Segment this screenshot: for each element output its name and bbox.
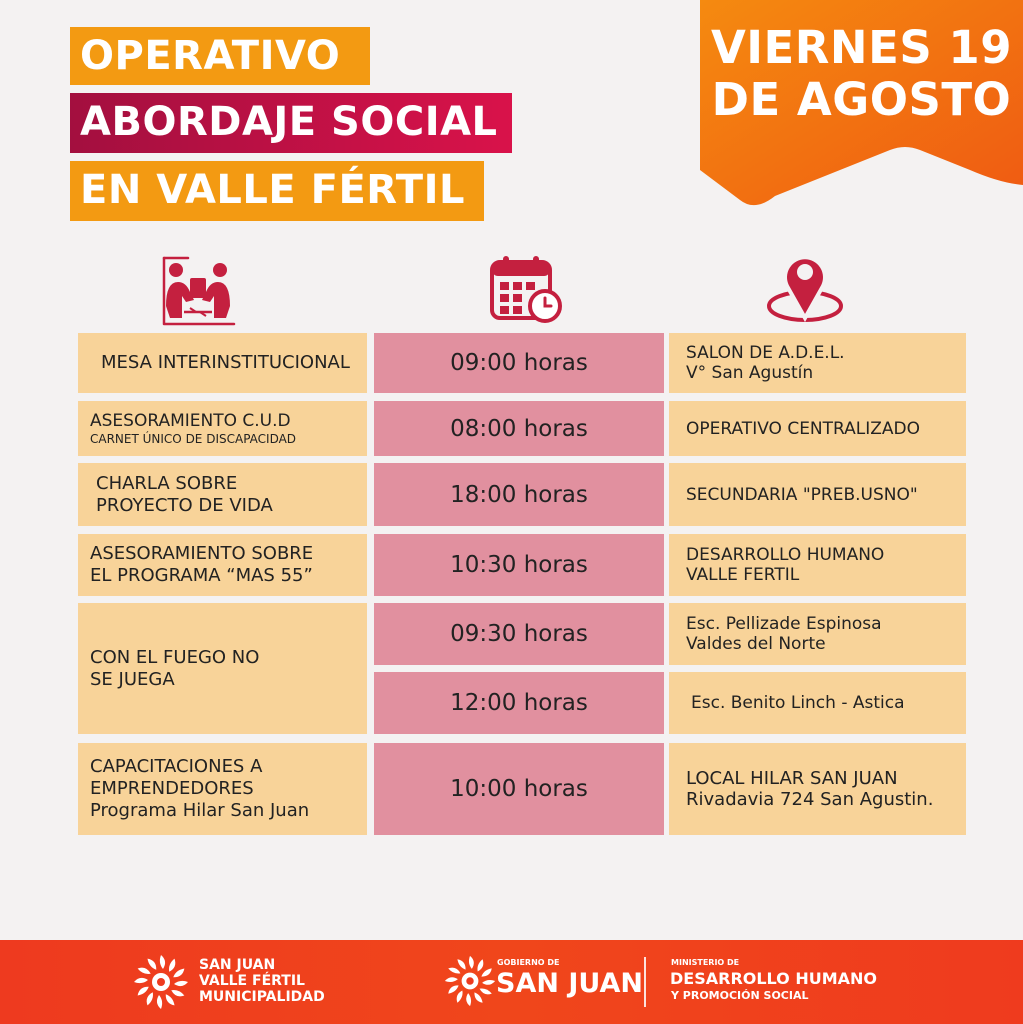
time-cell [374,672,664,734]
municipality-line: MUNICIPALIDAD [199,989,325,1005]
time-label: 12:00 horas [450,690,588,716]
activity-label: SE JUEGA [90,668,175,690]
meeting-people-icon [160,256,236,330]
activity-cell [78,463,367,526]
activity-label: MESA INTERINSTITUCIONAL [101,352,350,373]
ministry-label-small: MINISTERIO DE [671,958,740,967]
place-label: VALLE FERTIL [686,565,800,585]
activity-label: Programa Hilar San Juan [90,800,310,821]
time-label: 10:30 horas [450,552,588,578]
sun-logo-icon [132,953,190,1015]
place-cell [669,672,966,734]
place-label: Rivadavia 724 San Agustin. [686,789,934,810]
time-cell [374,603,664,665]
place-cell [669,603,966,665]
time-label: 09:00 horas [450,350,588,376]
title-line-3: EN VALLE FÉRTIL [70,161,484,221]
government-label-big: SAN JUAN [496,968,643,999]
place-label: DESARROLLO HUMANO [686,545,885,565]
activity-label: ASESORAMIENTO C.U.D [90,410,291,431]
footer-bar [0,940,1023,1024]
place-cell [669,401,966,456]
footer-divider [644,957,646,1007]
government-label-small: GOBIERNO DE [497,958,560,967]
place-cell [669,333,966,393]
time-cell [374,333,664,393]
time-cell [374,401,664,456]
calendar-clock-icon [489,254,565,328]
title-line-2: ABORDAJE SOCIAL [70,93,512,153]
location-pin-icon [765,248,845,330]
place-label: OPERATIVO CENTRALIZADO [686,418,921,439]
municipality-line: SAN JUAN [199,957,276,973]
activity-sublabel: CARNET ÚNICO DE DISCAPACIDAD [90,431,297,446]
place-cell [669,463,966,526]
time-label: 18:00 horas [450,481,588,508]
activity-cell [78,603,367,734]
sun-logo-icon [443,954,497,1012]
ministry-label-big: DESARROLLO HUMANO [670,969,878,988]
place-cell [669,534,966,596]
place-label: Esc. Benito Linch - Astica [691,693,905,713]
activity-cell [78,534,367,596]
time-cell [374,534,664,596]
activity-label: CON EL FUEGO NO [90,646,260,668]
activity-label: CAPACITACIONES A [90,756,263,777]
place-label: Valdes del Norte [686,634,826,654]
activity-cell [78,401,367,456]
date-line-2: DE AGOSTO [711,73,1012,126]
activity-label: ASESORAMIENTO SOBRE [90,543,314,564]
date-line-1: VIERNES 19 [710,21,1013,74]
place-cell [669,743,966,835]
time-cell [374,743,664,835]
place-label: V° San Agustín [686,363,814,383]
date-badge [700,0,1023,215]
time-label: 08:00 horas [450,415,588,442]
place-label: Esc. Pellizade Espinosa [686,614,882,634]
place-label: SECUNDARIA "PREB.USNO" [686,484,918,505]
activity-cell [78,333,367,393]
activity-label: PROYECTO DE VIDA [96,494,273,516]
time-cell [374,463,664,526]
activity-cell [78,743,367,835]
place-label: SALON DE A.D.E.L. [686,343,845,363]
municipality-line: VALLE FÉRTIL [199,973,305,989]
activity-label: EL PROGRAMA “MAS 55” [90,565,313,586]
activity-label: EMPRENDEDORES [90,778,254,799]
time-label: 10:00 horas [450,776,588,802]
ministry-label-sub: Y PROMOCIÓN SOCIAL [671,989,809,1002]
place-label: LOCAL HILAR SAN JUAN [686,768,898,789]
municipality-name [199,957,325,1005]
time-label: 09:30 horas [450,621,588,647]
date-text [700,22,1023,126]
activity-label: CHARLA SOBRE [96,472,238,494]
title-line-1: OPERATIVO [70,27,370,85]
